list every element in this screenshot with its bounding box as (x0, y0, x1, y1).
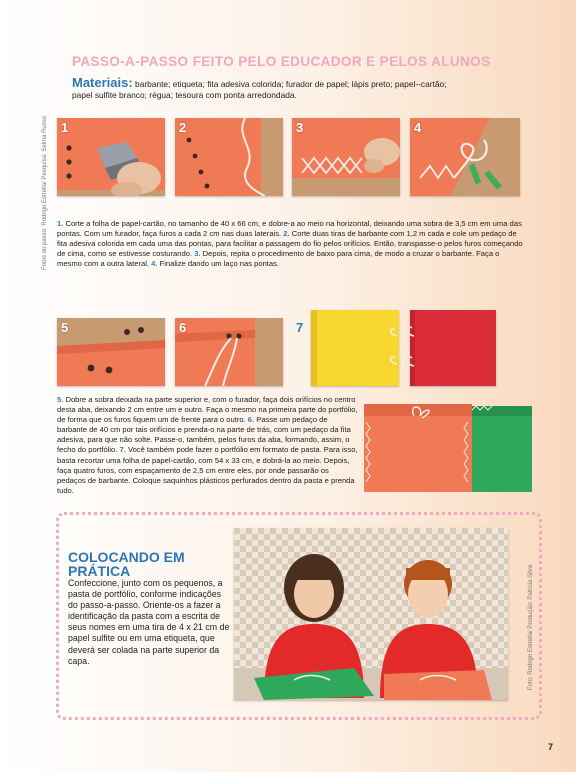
step-1-number: 1. (57, 219, 64, 228)
step-6-number: 6. (247, 415, 255, 425)
step-7-text: Você também pode fazer o portfólio em formato de pasta. Para isso, basta recortar uma folha de papel-cartão, com 54 x 33 cm, e dobrá-la ao meio. Depois, faça quatro furos, com espaçamento de 2,5 cm entre eles, por onde passarão os pedaços de barbante. Coloque saquinhos plásticos perfurados dentro da pasta e prenda tudo. (57, 445, 358, 495)
materials-label: Materiais: (72, 75, 133, 90)
step-photo-1 (57, 118, 165, 196)
materials-list (72, 75, 452, 100)
step-number-6: 6 (179, 320, 187, 335)
pratica-text: Confeccione, junto com os pequenos, a pasta de portfólio, conforme indicações do passo-a-passo. Oriente-os a fazer a identificação da pasta com a escrita de seus nomes em uma tira de 4 x 21 cm de papel sulfite ou em uma etiqueta, que deverá ser colada na parte superior da capa. (68, 578, 230, 666)
cross-stitch-photo (292, 118, 400, 196)
red-portfolio (410, 310, 496, 386)
yellow-portfolio (311, 310, 399, 386)
step-number-2: 2 (179, 120, 187, 135)
closure-string-photo (175, 318, 283, 386)
step-5-text: Dobre a sobra deixada na parte superior e, com o furador, faça dois orifícios no centro desta aba, deixando 2 cm entre um e outro. Faça o mesmo na primeira parte do portfólio, de forma que os furos fiquem um de frente para o outro. (57, 395, 358, 425)
children-crafting-illustration (234, 528, 508, 700)
children-photo (234, 528, 508, 700)
step-photo-3 (292, 118, 400, 196)
materials-text: barbante; etiqueta; fita adesiva colorida; furador de papel; lápis preto; papel--cartão; papel sulfite branco; régua; tesoura com ponta arredondada. (72, 79, 447, 100)
step-4-number: 4. (151, 259, 158, 269)
string-threading-photo (175, 118, 283, 196)
step-5-number: 5. (57, 395, 64, 404)
hole-punch-photo (57, 118, 165, 196)
steps-1-4-text (57, 219, 523, 269)
step-photo-2 (175, 118, 283, 196)
folder-portfolios (364, 402, 534, 494)
step-2-text: Corte duas tiras de barbante com 1,2 m cada e cole um pedaço de fita adesiva colorida em cada uma das pontas, para facilitar a passagem do fio pelos orifícios. Então, transpasse-o pelos furos começando de cima, como se estivesse costurando. (57, 229, 523, 259)
folder-portfolios-photo (364, 402, 534, 494)
step-2-number: 2. (283, 229, 290, 239)
photo-credit-steps: Fotos do passo: Rodrigo Estrella/ Pesquisa: Selma Russo (42, 115, 48, 270)
step-number-4: 4 (414, 120, 422, 135)
step-photo-5 (57, 318, 165, 386)
page-number: 7 (548, 742, 554, 752)
step-photo-4 (410, 118, 520, 196)
flap-holes-photo (57, 318, 165, 386)
yellow-portfolio-strings (311, 310, 399, 386)
step-photo-6 (175, 318, 283, 386)
red-portfolio-strings (410, 310, 496, 386)
step-1-text: Corte a folha de papel-cartão, no tamanho de 40 x 66 cm, e dobre-a ao meio na horizontal, deixando uma sobra de 3,5 cm em uma das pontas. Com um furador, faça furos a cada 2 cm nas duas laterais. (57, 219, 522, 239)
step-number-7: 7 (296, 320, 304, 335)
step-6-text: Passe um pedaço de barbante de 40 cm por tais orifícios e prenda-o na parte de trás, com um pedaço da fita adesiva, para que não solte. Passe-o, também, pelos furos da aba, formando, assim, o fecho do portfólio. (57, 415, 351, 455)
step-3-text: Depois, repita o procedimento de baixo para cima, de modo a cruzar o barbante. Faça o mesmo com a outra lateral. (57, 249, 500, 269)
photo-credit-main: Foto: Rodrigo Estrella/ Produção: Patricia Silva (528, 564, 534, 690)
step-7-number: 7. (119, 445, 126, 455)
step-4-text: Finalize dando um laço nas pontas. (157, 259, 280, 269)
step-number-5: 5 (61, 320, 69, 335)
step-number-3: 3 (296, 120, 304, 135)
step-number-1: 1 (61, 120, 69, 135)
pratica-title: COLOCANDO EM PRÁTICA (68, 549, 185, 579)
page-title: PASSO-A-PASSO FEITO PELO EDUCADOR E PELOS ALUNOS (72, 54, 491, 69)
steps-5-7-text (57, 395, 359, 496)
bow-tie-photo (410, 118, 520, 196)
step-3-number: 3. (194, 249, 201, 259)
